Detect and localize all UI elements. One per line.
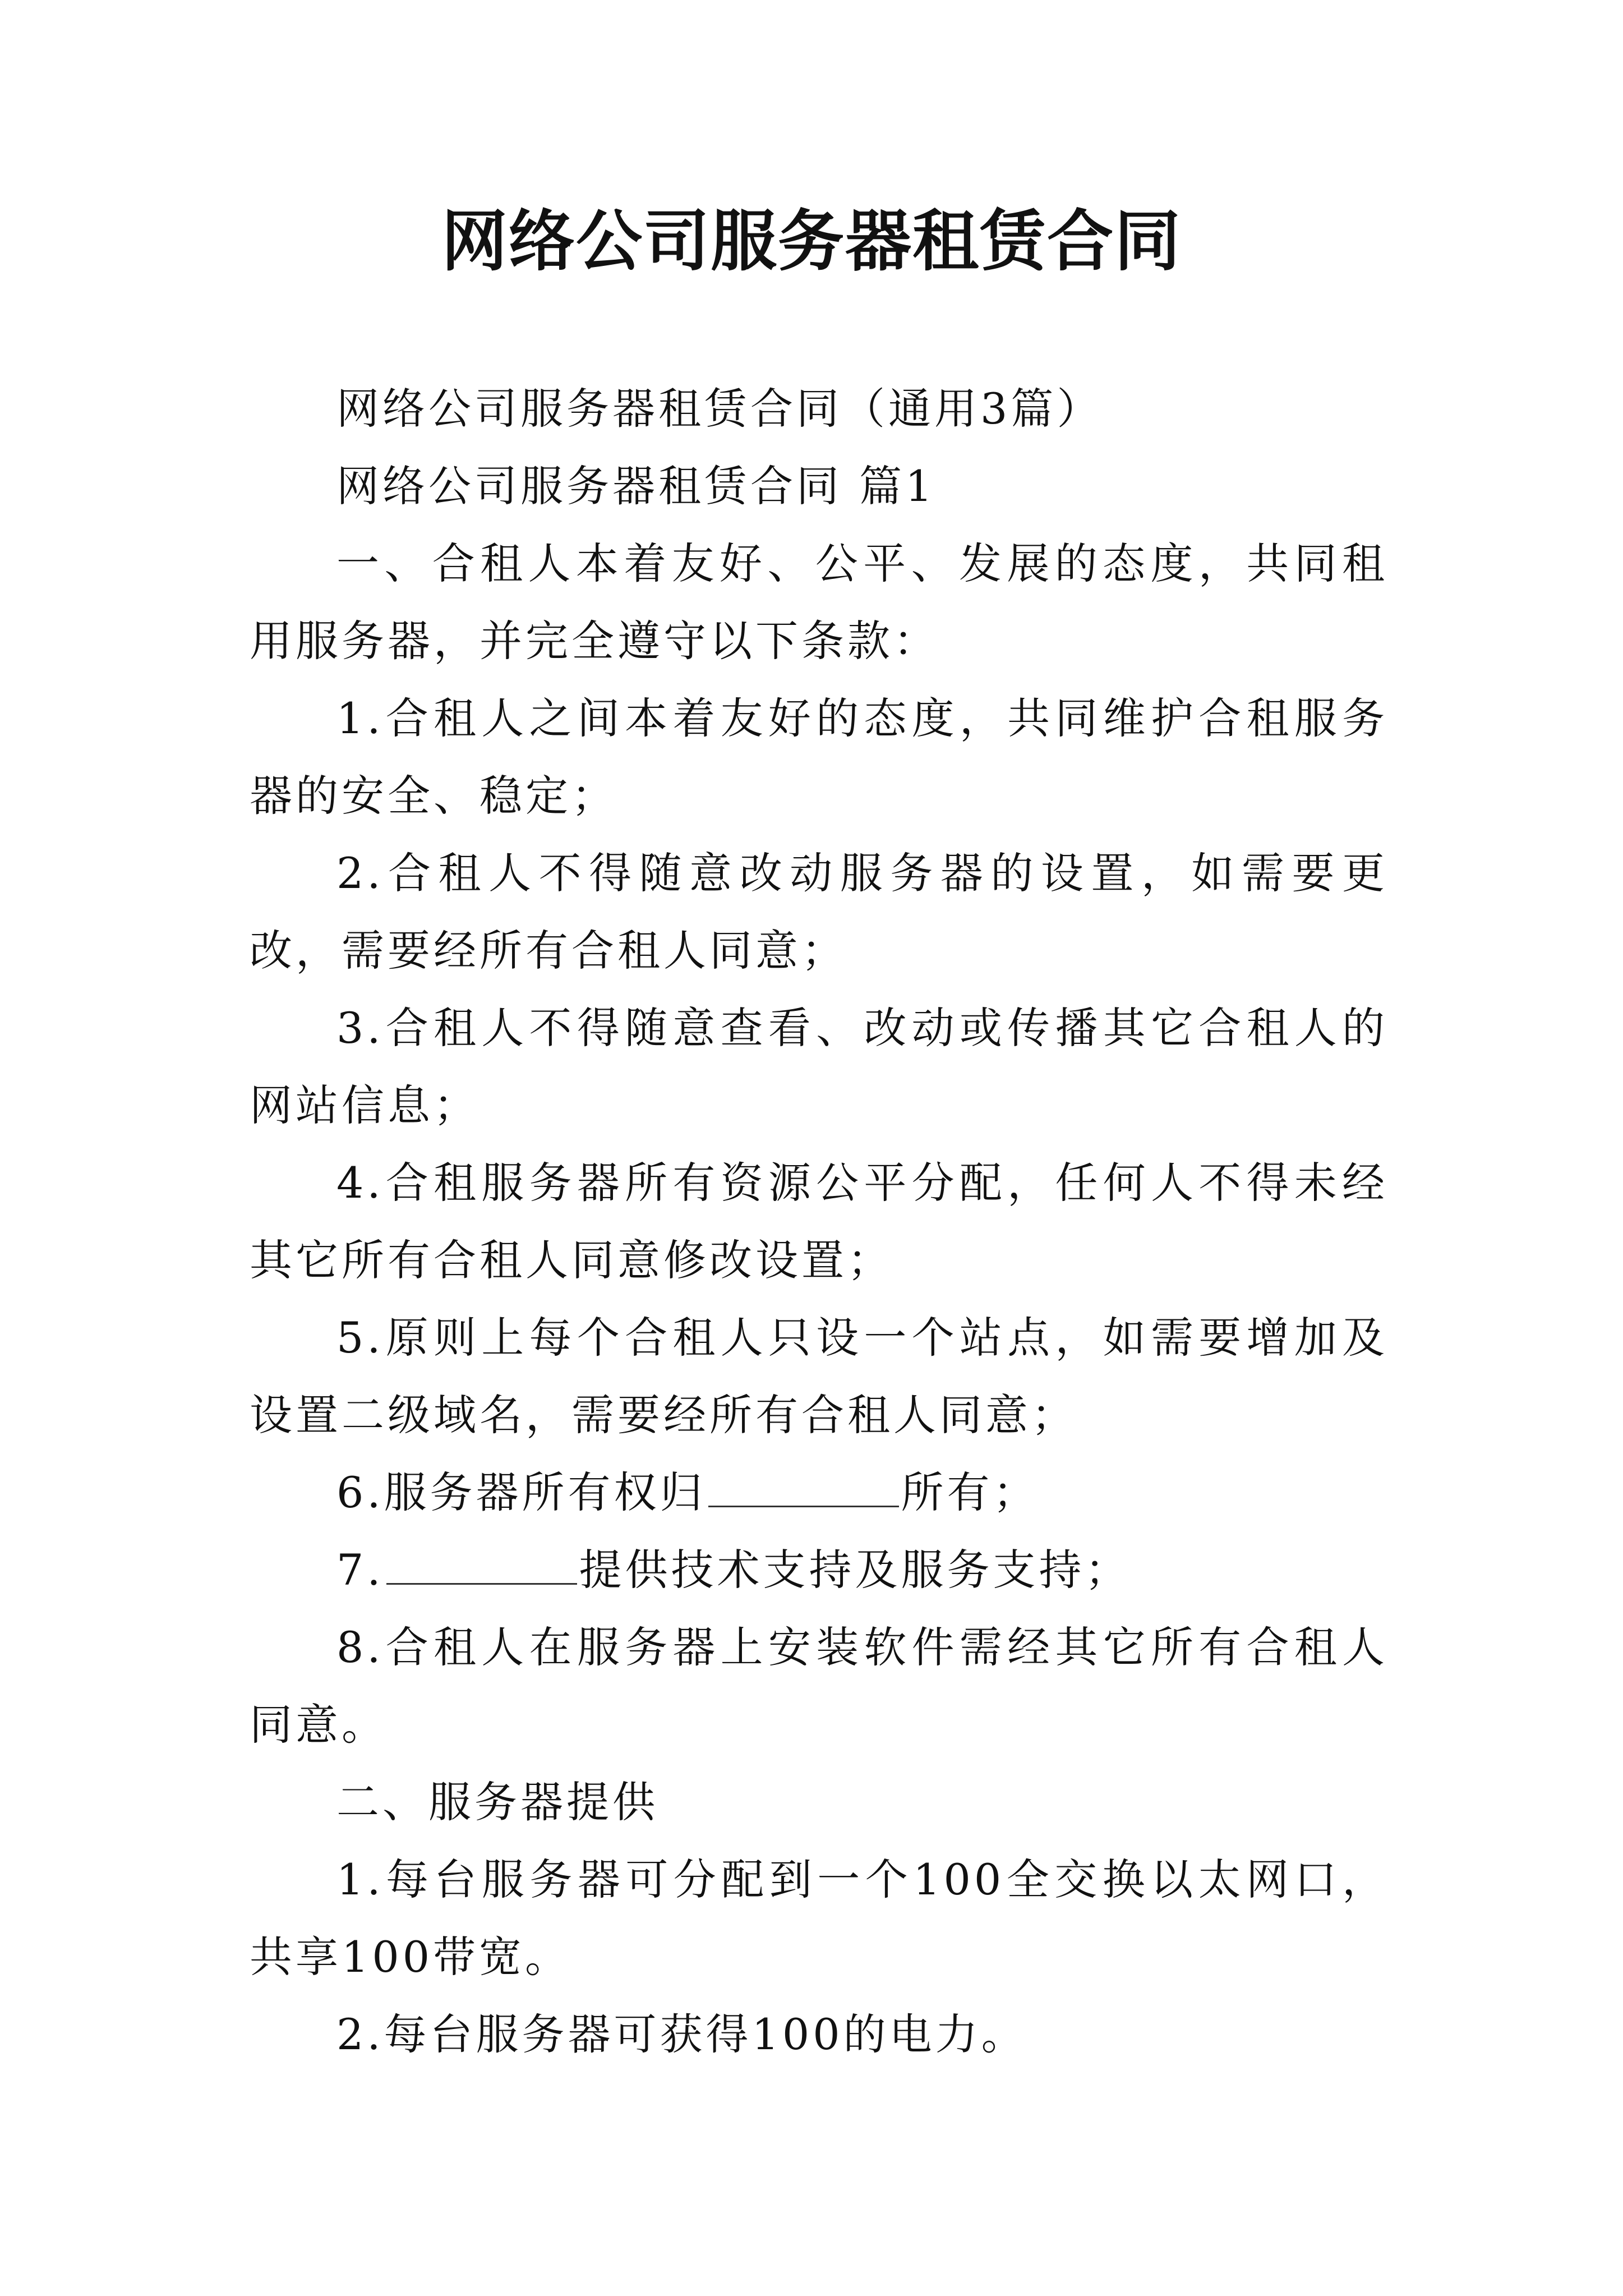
clause-one-item-1: 1.合租人之间本着友好的态度，共同维护合租服务器的安全、稳定；: [250, 693, 1388, 821]
document-body: [250, 370, 1388, 2073]
item-6-text-after: 所有；: [901, 1467, 1039, 1517]
document-subtitle: 网络公司服务器租赁合同（通用3篇）: [336, 384, 1103, 434]
item-7-text-after: 提供技术支持及服务支持；: [579, 1545, 1131, 1595]
clause-one-item-5: 5.原则上每个合租人只设一个站点，如需要增加及设置二级域名，需要经所有合租人同意；: [250, 1313, 1388, 1440]
item-6-text-before: 6.服务器所有权归: [336, 1467, 706, 1517]
clause-one-item-4: 4.合租服务器所有资源公平分配，任何人不得未经其它所有合租人同意修改设置；: [250, 1158, 1388, 1285]
fill-in-blank-provider: [386, 1544, 577, 1585]
item-7-text-before: 7.: [336, 1545, 384, 1595]
clause-one-item-8: 8.合租人在服务器上安装软件需经其它所有合租人同意。: [250, 1622, 1388, 1750]
clause-one-item-2: 2.合租人不得随意改动服务器的设置，如需要更改，需要经所有合租人同意；: [250, 848, 1388, 976]
clause-one-item-6: [250, 1454, 1388, 1531]
fill-in-blank-owner: [708, 1466, 899, 1507]
clause-two-item-2: 2.每台服务器可获得100的电力。: [336, 2009, 1027, 2059]
clause-two-item-1: 1.每台服务器可分配到一个100全交换以太网口，共享100带宽。: [250, 1855, 1388, 1982]
document-title: 网络公司服务器租赁合同: [441, 202, 1182, 280]
clause-one-item-3: 3.合租人不得随意查看、改动或传播其它合租人的网站信息；: [250, 1003, 1388, 1130]
clause-two: 二、服务器提供: [336, 1777, 658, 1827]
section-heading: 网络公司服务器租赁合同 篇1: [336, 461, 936, 511]
clause-one-item-7: [250, 1531, 1388, 1609]
clause-one: 一、合租人本着友好、公平、发展的态度，共同租用服务器，并完全遵守以下条款：: [250, 539, 1388, 666]
